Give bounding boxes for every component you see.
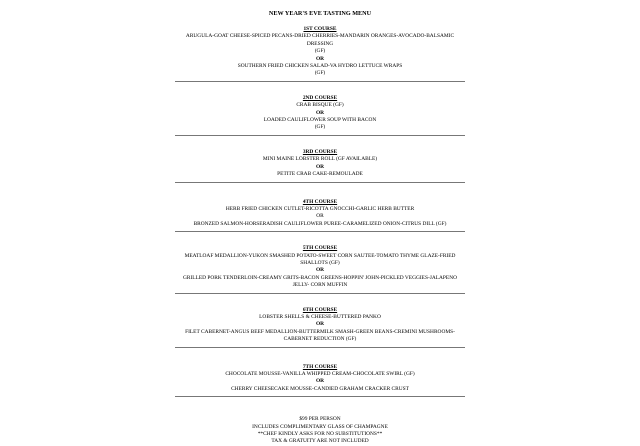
or-separator: OR (315, 55, 325, 62)
or-separator: OR (315, 163, 325, 170)
course-list (175, 26, 465, 410)
course-section (175, 245, 465, 292)
menu-item: CHERRY CHEESECAKE MOUSSE-CANDIED GRAHAM CRACKER CRUST (231, 385, 409, 392)
section-gap (175, 188, 465, 199)
champagne-note: INCLUDES COMPLIMENTARY GLASS OF CHAMPAGNE (252, 423, 388, 430)
menu-item: ARUGULA-GOAT CHEESE-SPICED PECANS-DRIED CHERRIES-MANDARIN ORANGES-AVOCADO-BALSAMIC DRESSING (185, 33, 455, 47)
section-divider (175, 293, 465, 294)
course-section (175, 26, 465, 81)
or-separator: OR (315, 267, 325, 274)
course-heading: 4TH COURSE (302, 198, 338, 205)
section-divider (175, 347, 465, 348)
section-gap (175, 402, 465, 410)
section-gap (175, 87, 465, 95)
price-line: $99 PER PERSON (299, 416, 341, 423)
menu-footer (175, 416, 465, 446)
or-separator: OR (315, 378, 325, 385)
menu-item: HERB FRIED CHICKEN CUTLET-RICOTTA GNOCCHI-GARLIC HERB BUTTER (225, 205, 415, 212)
menu-item: LOBSTER SHELLS & CHEESE-BUTTERED PANKO (259, 313, 381, 320)
substitution-note: **CHEF KINDLY ASKS FOR NO SUBSTITUTIONS** (257, 431, 383, 438)
section-divider (175, 231, 465, 232)
or-separator: OR (315, 321, 325, 328)
course-heading: 2ND COURSE (302, 94, 338, 101)
section-divider (175, 396, 465, 397)
section-gap (175, 353, 465, 364)
course-section (175, 307, 465, 347)
menu-item: (GF) (314, 124, 326, 131)
section-gap (175, 141, 465, 149)
course-heading: 1ST COURSE (303, 26, 337, 32)
course-section (175, 199, 465, 232)
menu-item: MEATLOAF MEDALLION-YUKON SMASHED POTATO-SWEET CORN SAUTEE-TOMATO THYME GLAZE-FRIED SHALLOTS (GF) (184, 252, 456, 266)
course-heading: 6TH COURSE (302, 306, 338, 313)
menu-item: LOADED CAULIFLOWER SOUP WITH BACON (263, 117, 377, 124)
menu-item: CRAB BISQUE (GF) (296, 102, 344, 109)
or-separator: OR (316, 213, 324, 220)
course-section (175, 95, 465, 135)
or-separator: OR (315, 109, 325, 116)
tax-note: TAX & GRATUITY ARE NOT INCLUDED (271, 438, 369, 445)
menu-item: CHOCOLATE MOUSSE-VANILLA WHIPPED CREAM-CHOCOLATE SWIRL (GF) (225, 371, 415, 377)
section-divider (175, 81, 465, 82)
menu-item: MINI MAINE LOBSTER ROLL (GF AVAILABLE) (262, 156, 378, 163)
section-divider (175, 182, 465, 183)
menu-item: BRONZED SALMON-HORSERADISH CAULIFLOWER PUREE-CARAMELIZED ONION-CITRUS DILL (GF) (193, 220, 447, 227)
course-heading: 3RD COURSE (302, 148, 338, 155)
course-heading: 7TH COURSE (302, 363, 338, 370)
tasting-menu (175, 10, 465, 446)
section-gap (175, 299, 465, 307)
menu-item: SOUTHERN FRIED CHICKEN SALAD-VA HYDRO LETTUCE WRAPS (237, 63, 403, 70)
menu-item: GRILLED PORK TENDERLOIN-CREAMY GRITS-BACON GREENS-HOPPIN' JOHN-PICKLED VEGGIES-JALAPENO JELLY- CORN MUFFIN (183, 274, 457, 289)
menu-item: (GF) (314, 70, 326, 77)
menu-title: NEW YEAR'S EVE TASTING MENU (268, 10, 372, 17)
menu-item: PETITE CRAB CAKE-REMOULADE (277, 171, 363, 178)
section-gap (175, 237, 465, 245)
menu-item: FILET CABERNET-ANGUS BEEF MEDALLION-BUTTERMILK SMASH-GREEN BEANS-CREMINI MUSHROOMS-CABERNET REDUCTION (GF) (185, 328, 455, 343)
course-section (175, 364, 465, 397)
course-heading: 5TH COURSE (302, 245, 338, 252)
menu-item: (GF) (314, 48, 326, 55)
course-section (175, 149, 465, 182)
section-divider (175, 135, 465, 136)
